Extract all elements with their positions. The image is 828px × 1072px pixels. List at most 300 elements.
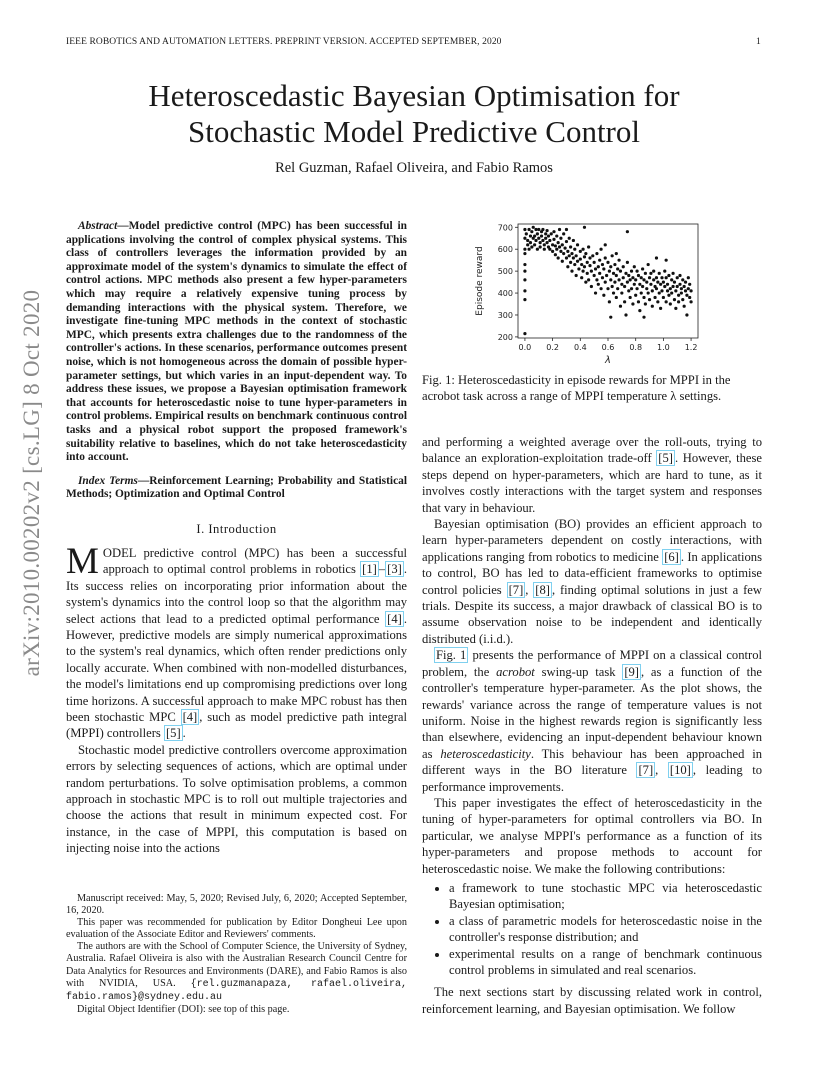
data-point <box>689 289 692 292</box>
data-point <box>523 278 526 281</box>
data-point <box>634 278 637 281</box>
data-point <box>565 256 568 259</box>
acrobot-term: acrobot <box>496 664 535 679</box>
citation-link[interactable]: [6] <box>664 549 679 564</box>
data-point <box>561 260 564 263</box>
data-point <box>523 248 526 251</box>
data-point <box>684 280 687 283</box>
right-paragraph-3 <box>422 647 762 795</box>
data-point <box>543 243 546 246</box>
data-point <box>667 294 670 297</box>
data-point <box>580 276 583 279</box>
index-terms-text: —Reinforcement Learning; Probability and Statistical Methods; Optimization and Optimal Control <box>66 474 407 501</box>
data-point <box>561 243 564 246</box>
body-text: . In applications to control, BO has led to data-efficient frameworks to optimise control policies <box>422 549 762 597</box>
data-point <box>669 287 672 290</box>
x-tick-label: 0.8 <box>629 343 643 352</box>
data-point <box>671 272 674 275</box>
data-point <box>544 237 547 240</box>
data-point <box>529 234 532 237</box>
data-point <box>687 287 690 290</box>
right-column <box>422 434 762 1017</box>
data-point <box>617 278 620 281</box>
data-point <box>658 272 661 275</box>
data-point <box>642 296 645 299</box>
data-point <box>608 300 611 303</box>
data-point <box>611 254 614 257</box>
data-point <box>652 270 655 273</box>
footnote-doi: Digital Object Identifier (DOI): see top of this page. <box>77 1003 290 1015</box>
data-point <box>609 265 612 268</box>
data-point <box>683 305 686 308</box>
data-point <box>637 300 640 303</box>
data-point <box>581 270 584 273</box>
data-point <box>633 265 636 268</box>
data-point <box>584 280 587 283</box>
data-point <box>635 287 638 290</box>
data-point <box>615 274 618 277</box>
list-item: • a class of parametric models for heteroscedastic noise in the controller's response distribution; and <box>449 913 762 946</box>
data-point <box>633 283 636 286</box>
footnote-editor: This paper was recommended for publication by Editor Dongheui Lee upon evaluation of the Associate Editor and Reviewers' comments. <box>66 917 407 941</box>
y-tick-label: 700 <box>497 223 513 233</box>
data-point <box>536 248 539 251</box>
data-point <box>604 243 607 246</box>
data-point <box>584 252 587 255</box>
data-point <box>616 287 619 290</box>
y-tick-label: 200 <box>497 332 513 342</box>
data-point <box>591 254 594 257</box>
data-point <box>573 263 576 266</box>
data-point <box>558 245 561 248</box>
data-point <box>544 232 547 235</box>
data-point <box>626 230 629 233</box>
data-point <box>583 226 586 229</box>
data-point <box>613 280 616 283</box>
data-point <box>583 255 586 258</box>
section-heading-introduction: I. Introduction <box>196 521 277 536</box>
data-point <box>689 300 692 303</box>
x-tick-label: 0.0 <box>518 343 532 352</box>
data-point <box>523 252 526 255</box>
data-point <box>555 234 558 237</box>
data-point <box>550 232 553 235</box>
data-point <box>652 278 655 281</box>
data-point <box>631 302 634 305</box>
x-axis-label: λ <box>605 355 611 366</box>
data-point <box>660 289 663 292</box>
data-point <box>565 228 568 231</box>
data-point <box>674 307 677 310</box>
data-point <box>551 250 554 253</box>
footnote-received: Manuscript received: May, 5, 2020; Revised July, 6, 2020; Accepted September, 16, 2020. <box>66 893 407 917</box>
data-point <box>536 232 539 235</box>
citation-link[interactable]: [8] <box>535 582 550 597</box>
intro-text: ODEL predictive control (MPC) has been a successful approach to optimal control problems in robotics <box>102 545 407 577</box>
data-point <box>659 307 662 310</box>
x-tick-label: 1.2 <box>684 343 698 352</box>
data-point <box>572 239 575 242</box>
data-point <box>540 234 543 237</box>
data-point <box>671 285 674 288</box>
body-text: presents the performance of MPPI on a classical control problem, the <box>422 648 762 679</box>
data-point <box>685 313 688 316</box>
data-point <box>635 270 638 273</box>
data-point <box>541 228 544 231</box>
data-point <box>558 228 561 231</box>
affiliation-text: The authors are with the School of Computer Science, the University of Sydney, Australia. Rafael Oliveira is also with the Australian Research Council Centre for Data Analytics for Resources and Environments (DARE), and Fabio Ramos is also with NVIDIA, USA. <box>66 941 407 989</box>
citation-link[interactable]: [9] <box>624 664 639 679</box>
abstract-text: —Model predictive control (MPC) has been successful in applications involving the control of complex physical systems. This class of controllers leverages the information provided by an approximate model of the system's dynamics to simulate the effect of control actions. MPC methods also present a few hyper-parameters which may require a relatively expensive tuning process by demanding interactions with the physical system. Therefore, we investigate fine-tuning MPC methods in the context of stochastic MPC, which presents extra challenges due to the randomness of the controller's actions. In these scenarios, performance outcomes present noise, which is not homogeneous across the domain of possible hyper-parameter settings, but which varies in an input-dependent way. To address these issues, we propose a Bayesian optimisation framework that accounts for heteroscedastic noise to tune hyper-parameters in control problems. Empirical results on benchmark continuous control tasks and a physical robot support the proposed framework's suitability relative to baselines, which do not take heteroscedasticity into account. <box>66 220 407 464</box>
figure-caption: Fig. 1: Heteroscedasticity in episode rewards for MPPI in the acrobot task across a range of MPPI temperature λ settings. <box>422 373 731 404</box>
data-point <box>523 228 526 231</box>
data-point <box>586 261 589 264</box>
intro-text: , such as model predictive path integral (MPPI) controllers <box>66 709 407 741</box>
intro-text: . However, predictive models are simply numerical approximations to the system's real dynamics, which often render predictions only locally accurate. When combined with non-modelled disturbances, the model's limitations end up compromising predictions over long time horizons. A successful approach to make MPC robust has then been stochastic MPC <box>66 611 407 724</box>
data-point <box>563 247 566 250</box>
data-point <box>649 283 652 286</box>
data-point <box>638 283 641 286</box>
data-point <box>568 237 571 240</box>
data-point <box>602 294 605 297</box>
data-point <box>569 245 572 248</box>
data-point <box>676 285 679 288</box>
data-point <box>594 291 597 294</box>
data-point <box>541 239 544 242</box>
data-point <box>554 244 557 247</box>
data-point <box>645 287 648 290</box>
data-point <box>640 276 643 279</box>
data-point <box>678 283 681 286</box>
data-point <box>626 280 629 283</box>
data-point <box>665 259 668 262</box>
data-point <box>570 270 573 273</box>
citation-link[interactable]: [10] <box>669 763 691 778</box>
list-item: • experimental results on a range of benchmark continuous control problems in simulated and real scenarios. <box>449 946 762 979</box>
data-point <box>655 287 658 290</box>
data-point <box>579 250 582 253</box>
index-terms-label: Index Terms <box>78 474 138 487</box>
data-point <box>526 243 529 246</box>
data-point <box>554 253 557 256</box>
data-point <box>623 285 626 288</box>
data-point <box>523 298 526 301</box>
data-point <box>678 274 681 277</box>
body-text: Bayesian optimisation (BO) provides an efficient approach to learn hyper-parameters dependent on costly interactions, with applications ranging from robotics to medicine <box>422 517 762 564</box>
data-point <box>570 252 573 255</box>
data-point <box>530 230 533 233</box>
y-tick-label: 600 <box>497 245 513 255</box>
data-point <box>655 276 658 279</box>
data-point <box>534 239 537 242</box>
data-point <box>605 274 608 277</box>
data-point <box>539 245 542 248</box>
data-point <box>647 263 650 266</box>
data-point <box>562 252 565 255</box>
data-point <box>666 289 669 292</box>
data-point <box>617 259 620 262</box>
data-point <box>666 283 669 286</box>
data-point <box>622 265 625 268</box>
data-point <box>648 298 651 301</box>
data-point <box>598 259 601 262</box>
data-point <box>569 261 572 264</box>
data-point <box>683 285 686 288</box>
data-point <box>656 280 659 283</box>
data-point <box>630 287 633 290</box>
data-point <box>677 294 680 297</box>
citation-link[interactable]: [7] <box>638 763 654 778</box>
data-point <box>579 257 582 260</box>
data-point <box>641 285 644 288</box>
data-point <box>665 300 668 303</box>
data-point <box>615 252 618 255</box>
data-point <box>595 278 598 281</box>
left-column <box>66 220 407 857</box>
data-point <box>530 245 533 248</box>
title-line-1: Heteroscedastic Bayesian Optimisation for <box>148 78 680 113</box>
x-tick-label: 0.4 <box>573 343 587 352</box>
data-point <box>680 287 683 290</box>
data-point <box>670 278 673 281</box>
data-point <box>599 287 602 290</box>
data-point <box>626 261 629 264</box>
data-point <box>552 230 555 233</box>
data-point <box>663 270 666 273</box>
data-point <box>587 245 590 248</box>
data-point <box>562 232 565 235</box>
abstract <box>66 220 407 465</box>
data-point <box>601 276 604 279</box>
data-point <box>619 305 622 308</box>
paper-title <box>0 78 828 150</box>
email-addresses: {rel.guzmanapaza, rafael.oliveira, fabio.ramos}@sydney.edu.au <box>66 978 407 1003</box>
data-point <box>681 298 684 301</box>
data-point <box>612 291 615 294</box>
data-point <box>669 302 672 305</box>
body-text: , as a function of the controller's temperature hyper-parameter. As the plot shows, the rewards' variance across the range of temperature values is not uniform. Noise in the highest rewards region is significantly less than elsewhere, evidencing an input-dependent behaviour known as <box>422 664 762 761</box>
data-point <box>533 234 536 237</box>
data-point <box>604 256 607 259</box>
data-point <box>642 316 645 319</box>
data-point <box>642 278 645 281</box>
data-point <box>638 309 641 312</box>
data-point <box>534 228 537 231</box>
data-point <box>565 240 568 243</box>
body-text: , leading to performance improvements. <box>422 763 763 794</box>
data-point <box>527 228 530 231</box>
data-point <box>651 305 654 308</box>
data-point <box>537 228 540 231</box>
data-point <box>588 264 591 267</box>
data-point <box>673 298 676 301</box>
data-point <box>523 332 526 335</box>
citation-link[interactable]: [4] <box>182 709 198 724</box>
data-point <box>529 241 532 244</box>
data-point <box>688 296 691 299</box>
data-point <box>580 263 583 266</box>
data-point <box>663 285 666 288</box>
data-point <box>590 270 593 273</box>
data-point <box>581 248 584 251</box>
contributions-list <box>422 880 762 978</box>
data-point <box>548 239 551 242</box>
chart-axes <box>475 223 698 366</box>
data-point <box>586 272 589 275</box>
data-point <box>629 278 632 281</box>
data-point <box>606 287 609 290</box>
data-point <box>629 296 632 299</box>
data-point <box>623 300 626 303</box>
data-point <box>670 291 673 294</box>
data-point <box>653 296 656 299</box>
data-point <box>677 300 680 303</box>
data-point <box>604 280 607 283</box>
data-point <box>559 237 562 240</box>
data-point <box>599 248 602 251</box>
data-point <box>630 270 633 273</box>
y-tick-label: 400 <box>497 289 513 299</box>
data-point <box>648 276 651 279</box>
data-point <box>606 261 609 264</box>
data-point <box>681 278 684 281</box>
data-point <box>608 270 611 273</box>
data-point <box>656 300 659 303</box>
data-point <box>543 248 546 251</box>
data-point <box>597 283 600 286</box>
data-point <box>551 243 554 246</box>
data-point <box>595 252 598 255</box>
body-text: swing-up task <box>534 664 623 679</box>
data-point <box>631 276 634 279</box>
data-point <box>684 289 687 292</box>
body-text: , <box>525 582 534 597</box>
data-point <box>685 294 688 297</box>
data-point <box>611 285 614 288</box>
heteroscedasticity-term: heteroscedasticity <box>440 746 531 761</box>
data-point <box>545 241 548 244</box>
reward-scatter-chart <box>470 218 710 368</box>
data-point <box>552 238 555 241</box>
data-point <box>612 272 615 275</box>
data-point <box>634 294 637 297</box>
figure-link[interactable]: Fig. 1 <box>436 648 467 663</box>
data-point <box>602 267 605 270</box>
data-point <box>620 291 623 294</box>
data-point <box>523 289 526 292</box>
citation-link[interactable]: [4] <box>387 611 402 626</box>
data-point <box>557 241 560 244</box>
data-point <box>627 289 630 292</box>
data-point <box>526 239 529 242</box>
running-header: IEEE ROBOTICS AND AUTOMATION LETTERS. PREPRINT VERSION. ACCEPTED SEPTEMBER, 2020 <box>66 37 502 47</box>
data-point <box>688 283 691 286</box>
data-point <box>539 241 542 244</box>
data-point <box>619 270 622 273</box>
y-tick-label: 300 <box>497 310 513 320</box>
data-point <box>615 296 618 299</box>
data-point <box>576 260 579 263</box>
data-point <box>644 302 647 305</box>
right-paragraph-1 <box>422 434 762 516</box>
body-text: , finding optimal solutions in just a few trials. Despite its success, a major drawback of classical BO is to assume observation noise to be independent and identically distributed (i.i.d.). <box>422 582 762 646</box>
data-point <box>651 289 654 292</box>
data-point <box>594 267 597 270</box>
body-text: . This behaviour has been approached in different ways in the BO literature <box>422 746 763 778</box>
data-point <box>523 270 526 273</box>
data-point <box>637 274 640 277</box>
data-point <box>523 263 526 266</box>
data-point <box>575 254 578 257</box>
dropcap: M <box>66 540 99 582</box>
data-point <box>525 232 528 235</box>
y-axis-label: Episode reward <box>475 246 485 316</box>
data-point <box>624 272 627 275</box>
data-point <box>590 285 593 288</box>
right-paragraph-5: The next sections start by discussing related work in control, reinforcement learning, and Bayesian optimisation. We follow <box>422 985 762 1016</box>
index-terms <box>66 475 407 502</box>
data-point <box>667 274 670 277</box>
data-point <box>647 291 650 294</box>
author-list: Rel Guzman, Rafael Oliveira, and Fabio Ramos <box>275 160 553 176</box>
arxiv-stamp: arXiv:2010.00202v2 [cs.LG] 8 Oct 2020 <box>19 289 44 677</box>
data-point <box>649 272 652 275</box>
intro-text: . Its success relies on incorporating prior information about the system's dynamics into the control loop so that the algorithm may select actions that lead to a predicted optimal performance <box>66 562 407 626</box>
data-point <box>583 265 586 268</box>
data-point <box>655 256 658 259</box>
data-point <box>609 278 612 281</box>
list-item: • a framework to tune stochastic MPC via heteroscedastic Bayesian optimisation; <box>449 880 762 913</box>
x-tick-label: 0.2 <box>546 343 559 352</box>
body-text: and performing a weighted average over the roll-outs, trying to balance an exploration-exploitation trade-off <box>422 435 762 466</box>
data-point <box>673 280 676 283</box>
data-point <box>547 234 550 237</box>
intro-text: . <box>182 726 186 741</box>
citation-link[interactable]: [1] <box>362 562 377 577</box>
citation-link[interactable]: [5] <box>165 726 181 741</box>
data-point <box>577 267 580 270</box>
citation-link[interactable]: [3] <box>387 562 402 577</box>
data-point <box>645 280 648 283</box>
data-point <box>537 237 540 240</box>
data-point <box>659 283 662 286</box>
data-point <box>622 276 625 279</box>
right-paragraph-4: This paper investigates the effect of heteroscedasticity in the tuning of hyper-parameters for optimal controllers via BO. In particular, we analyse MPPI's performance as a function of its hyper-parameters and propose methods to account for heteroscedastic noise. We make the following contributions: <box>422 795 762 876</box>
intro-paragraph-2: Stochastic model predictive controllers overcome approximation errors by selecting sequences of actions, which are optimal under random perturbations. To solve optimisation problems, a common approach in stochastic MPC is to roll out multiple trajectories and choose the actions that result in minimum expected cost. For instance, in the case of MPPI, this computation is based on injecting noise into the actions <box>66 742 407 856</box>
data-point <box>620 283 623 286</box>
data-point <box>555 248 558 251</box>
data-point <box>644 272 647 275</box>
data-point <box>545 229 548 232</box>
data-point <box>627 274 630 277</box>
data-point <box>601 263 604 266</box>
page-number: 1 <box>756 37 761 47</box>
x-tick-label: 1.0 <box>657 343 670 352</box>
abstract-label: Abstract <box>78 220 118 232</box>
data-point <box>566 250 569 253</box>
data-point <box>568 254 571 257</box>
data-point <box>674 289 677 292</box>
data-point <box>598 272 601 275</box>
citation-link[interactable]: [7] <box>508 582 524 597</box>
data-point <box>662 280 665 283</box>
data-point <box>593 274 596 277</box>
data-point <box>609 316 612 319</box>
citation-link[interactable]: [5] <box>658 451 673 466</box>
data-point <box>559 250 562 253</box>
data-point <box>533 243 536 246</box>
data-point <box>523 237 526 240</box>
